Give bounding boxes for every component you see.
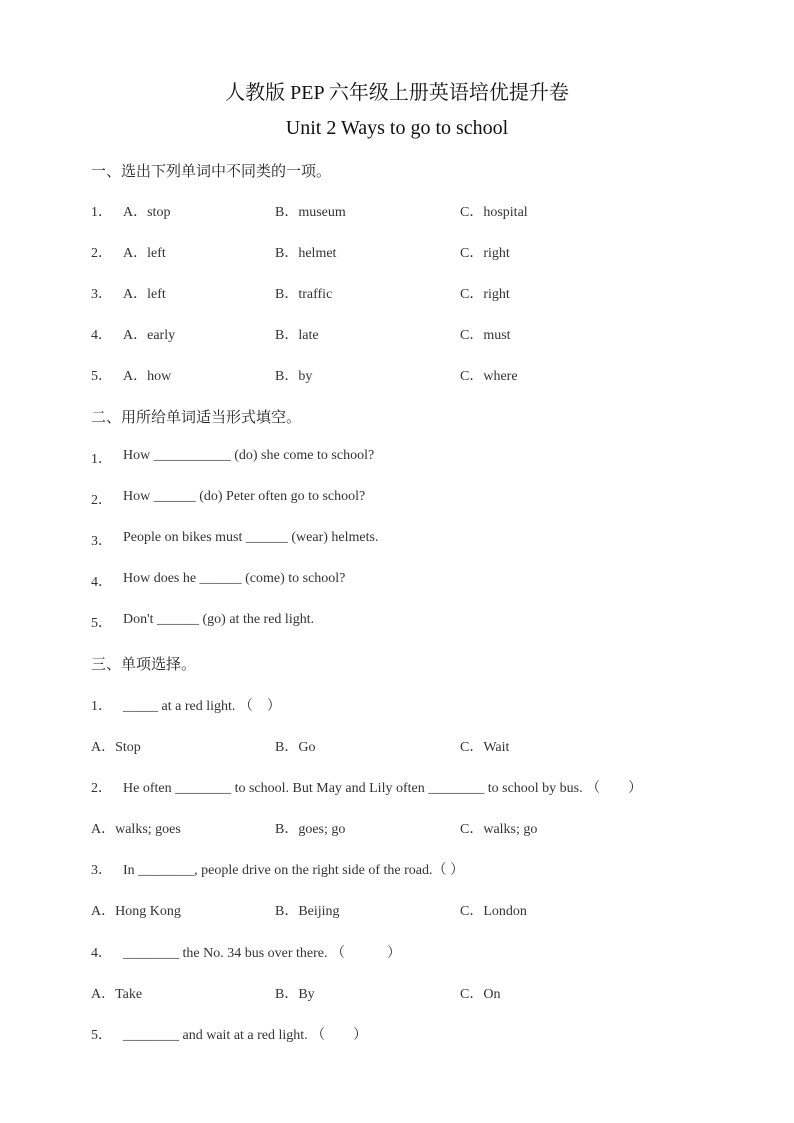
s1-q5-option-a: A．how [123,369,172,384]
s3-q2-text: He often ________ to school. But May and Lily often ________ to school by bus. （ ） [123,781,643,796]
s3-q2-option-b: B．goes; go [275,822,346,837]
s2-q3-text: People on bikes must ______ (wear) helmets. [123,530,379,545]
s3-q2-num: 2． [91,781,112,796]
s3-q3-num: 3． [91,863,112,878]
page-title: 人教版 PEP 六年级上册英语培优提升卷 [225,82,569,104]
s3-q4-text: ________ the No. 34 bus over there. （ ） [123,946,402,961]
s2-q1-num: 1． [91,452,112,467]
s3-q3-option-a: A．Hong Kong [91,904,181,919]
s3-q4-num: 4． [91,946,112,961]
s2-q4-text: How does he ______ (come) to school? [123,571,346,586]
s1-q1-num: 1． [91,205,112,220]
s3-q4-option-c: C．On [460,987,501,1002]
section3-heading: 三、单项选择。 [91,657,197,673]
s1-q5-option-c: C．where [460,369,518,384]
s1-q4-option-c: C．must [460,328,511,343]
s2-q3-num: 3． [91,534,112,549]
s3-q2-option-c: C．walks; go [460,822,538,837]
section1-heading: 一、选出下列单词中不同类的一项。 [91,164,332,180]
s3-q4-option-a: A．Take [91,987,143,1002]
s2-q1-text: How ___________ (do) she come to school? [123,448,375,463]
s3-q3-option-c: C．London [460,904,527,919]
s2-q2-text: How ______ (do) Peter often go to school? [123,489,366,504]
s3-q5-text: ________ and wait at a red light. （ ） [123,1028,368,1043]
s3-q5-num: 5． [91,1028,112,1043]
page-subtitle: Unit 2 Ways to go to school [285,117,509,139]
s2-q2-num: 2． [91,493,112,508]
s3-q1-text: _____ at a red light. （ ） [123,699,281,714]
s2-q4-num: 4． [91,575,112,590]
section2-heading: 二、用所给单词适当形式填空。 [91,410,302,426]
s1-q1-option-a: A．stop [123,205,171,220]
s1-q5-num: 5． [91,369,112,384]
s1-q5-option-b: B．by [275,369,313,384]
s1-q2-option-c: C．right [460,246,510,261]
s1-q2-option-a: A．left [123,246,166,261]
s3-q3-text: In ________, people drive on the right side of the road.（ ） [123,863,464,878]
s2-q5-text: Don't ______ (go) at the red light. [123,612,315,627]
s3-q1-option-c: C．Wait [460,740,510,755]
s1-q2-num: 2． [91,246,112,261]
s1-q4-num: 4． [91,328,112,343]
s3-q2-option-a: A．walks; goes [91,822,181,837]
s1-q4-option-a: A．early [123,328,176,343]
s3-q1-option-b: B．Go [275,740,316,755]
s1-q4-option-b: B．late [275,328,319,343]
s1-q1-option-b: B．museum [275,205,346,220]
s1-q2-option-b: B．helmet [275,246,337,261]
s1-q1-option-c: C．hospital [460,205,528,220]
s1-q3-option-b: B．traffic [275,287,333,302]
s2-q5-num: 5． [91,616,112,631]
s3-q1-num: 1． [91,699,112,714]
s1-q3-num: 3． [91,287,112,302]
s1-q3-option-c: C．right [460,287,510,302]
s3-q3-option-b: B．Beijing [275,904,340,919]
s1-q3-option-a: A．left [123,287,166,302]
s3-q1-option-a: A．Stop [91,740,141,755]
s3-q4-option-b: B．By [275,987,315,1002]
